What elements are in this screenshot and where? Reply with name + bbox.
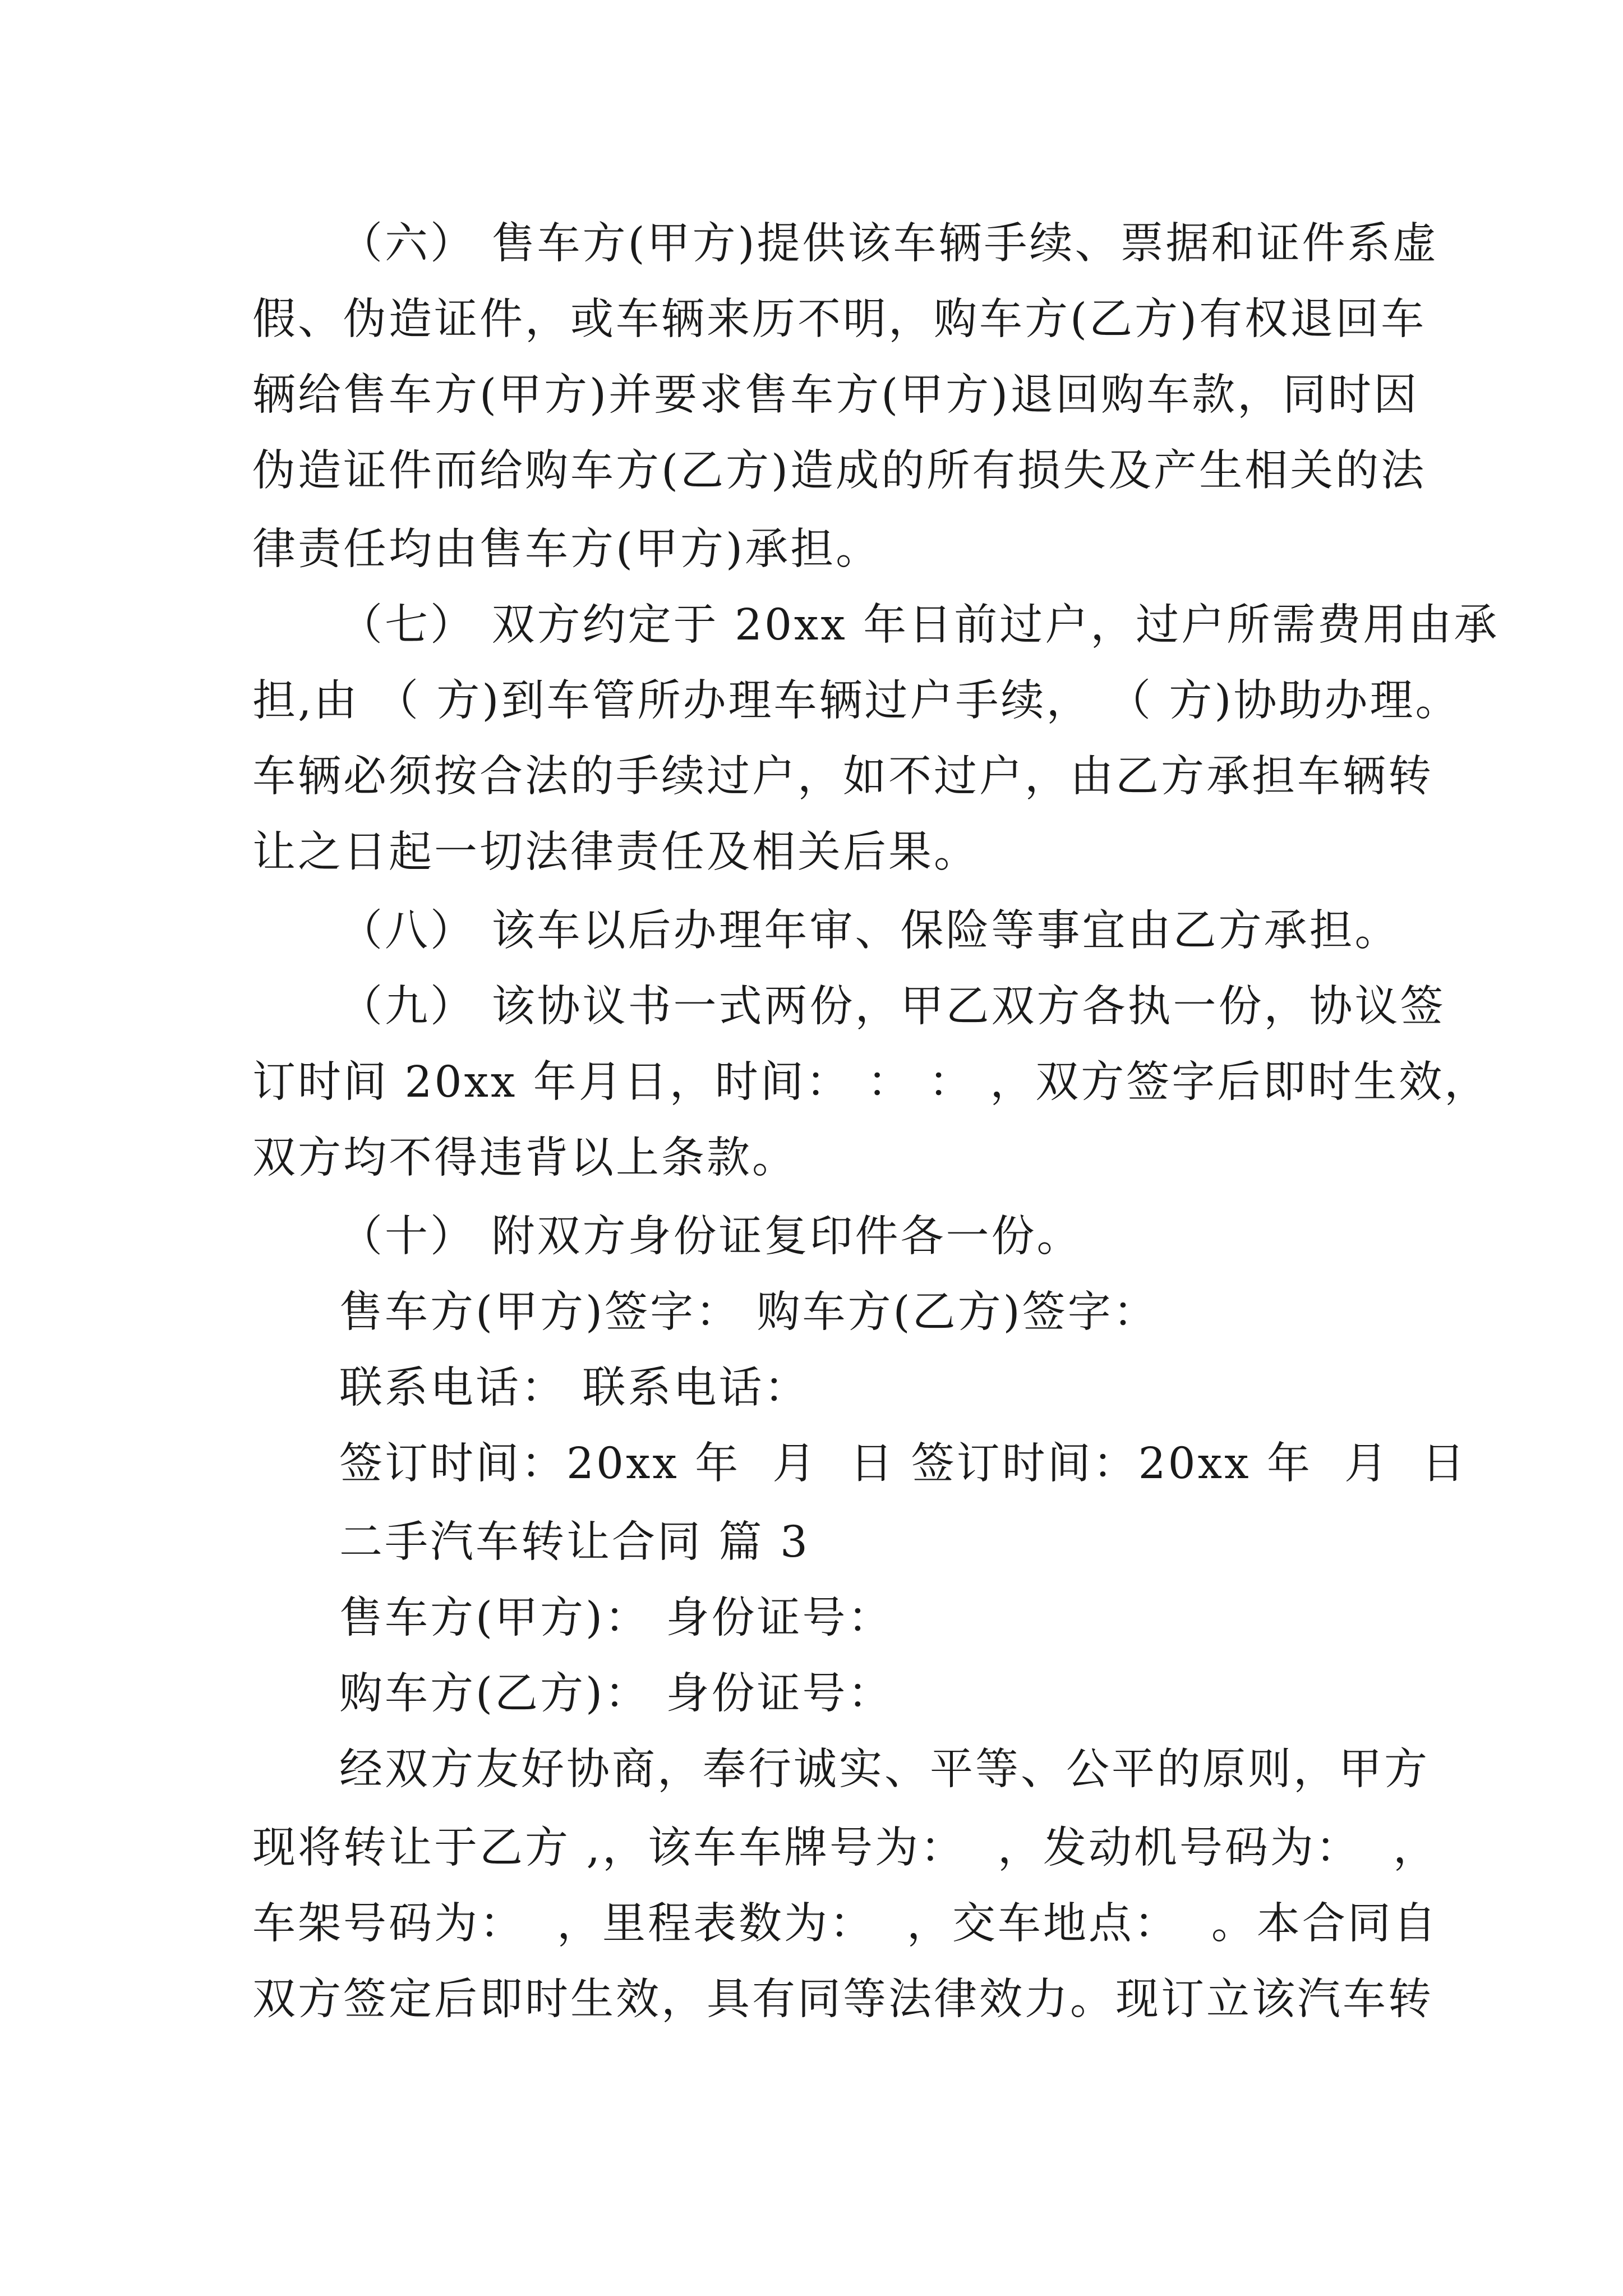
section-title: 二手汽车转让合同 篇 3 [339,1517,810,1567]
clause-7-line-1: （七） 双方约定于 20xx 年日前过户，过户所需费用由承 [339,600,1500,650]
clause-9-line-1: （九） 该协议书一式两份，甲乙双方各执一份，协议签 [339,982,1446,1032]
preamble-line-3: 车架号码为： ，里程表数为： ，交车地点： 。本合同自 [252,1899,1438,1949]
phone-line: 联系电话： 联系电话： [339,1363,810,1413]
clause-6-line-1: （六） 售车方(甲方)提供该车辆手续、票据和证件系虚 [339,219,1438,269]
preamble-line-2: 现将转让于乙方 ,，该车车牌号为： ，发动机号码为： ， [252,1823,1438,1873]
preamble-line-1: 经双方友好协商，奉行诚实、平等、公平的原则，甲方 [339,1745,1430,1795]
clause-6-line-5: 律责任均由售车方(甲方)承担。 [252,524,882,574]
clause-7-line-2: 担,由 （ 方)到车管所办理车辆过户手续， （ 方)协助办理。 [252,676,1461,726]
clause-6-line-3: 辆给售车方(甲方)并要求售车方(甲方)退回购车款，同时因 [252,370,1419,420]
preamble-line-4: 双方签定后即时生效，具有同等法律效力。现订立该汽车转 [252,1975,1433,2024]
clause-9-line-2: 订时间 20xx 年月日，时间： ： ： ，双方签字后即时生效， [252,1057,1490,1107]
clause-8-line-1: （八） 该车以后办理年审、保险等事宜由乙方承担。 [339,906,1400,956]
clause-6-line-2: 假、伪造证件，或车辆来历不明，购车方(乙方)有权退回车 [252,295,1427,344]
clause-7-line-3: 车辆必须按合法的手续过户，如不过户，由乙方承担车辆转 [252,752,1433,802]
clause-7-line-4: 让之日起一切法律责任及相关后果。 [252,827,979,877]
seller-id-line: 售车方(甲方)： 身份证号： [339,1593,893,1643]
clause-10-line-1: （十） 附双方身份证复印件各一份。 [339,1212,1082,1262]
clause-6-line-4: 伪造证件而给购车方(乙方)造成的所有损失及产生相关的法 [252,446,1427,496]
signature-line: 售车方(甲方)签字： 购车方(乙方)签字： [339,1287,1159,1337]
clause-9-line-3: 双方均不得违背以上条款。 [252,1133,797,1183]
sign-date-line: 签订时间：20xx 年 月 日 签订时间：20xx 年 月 日 [339,1439,1467,1489]
buyer-id-line: 购车方(乙方)： 身份证号： [339,1669,893,1719]
